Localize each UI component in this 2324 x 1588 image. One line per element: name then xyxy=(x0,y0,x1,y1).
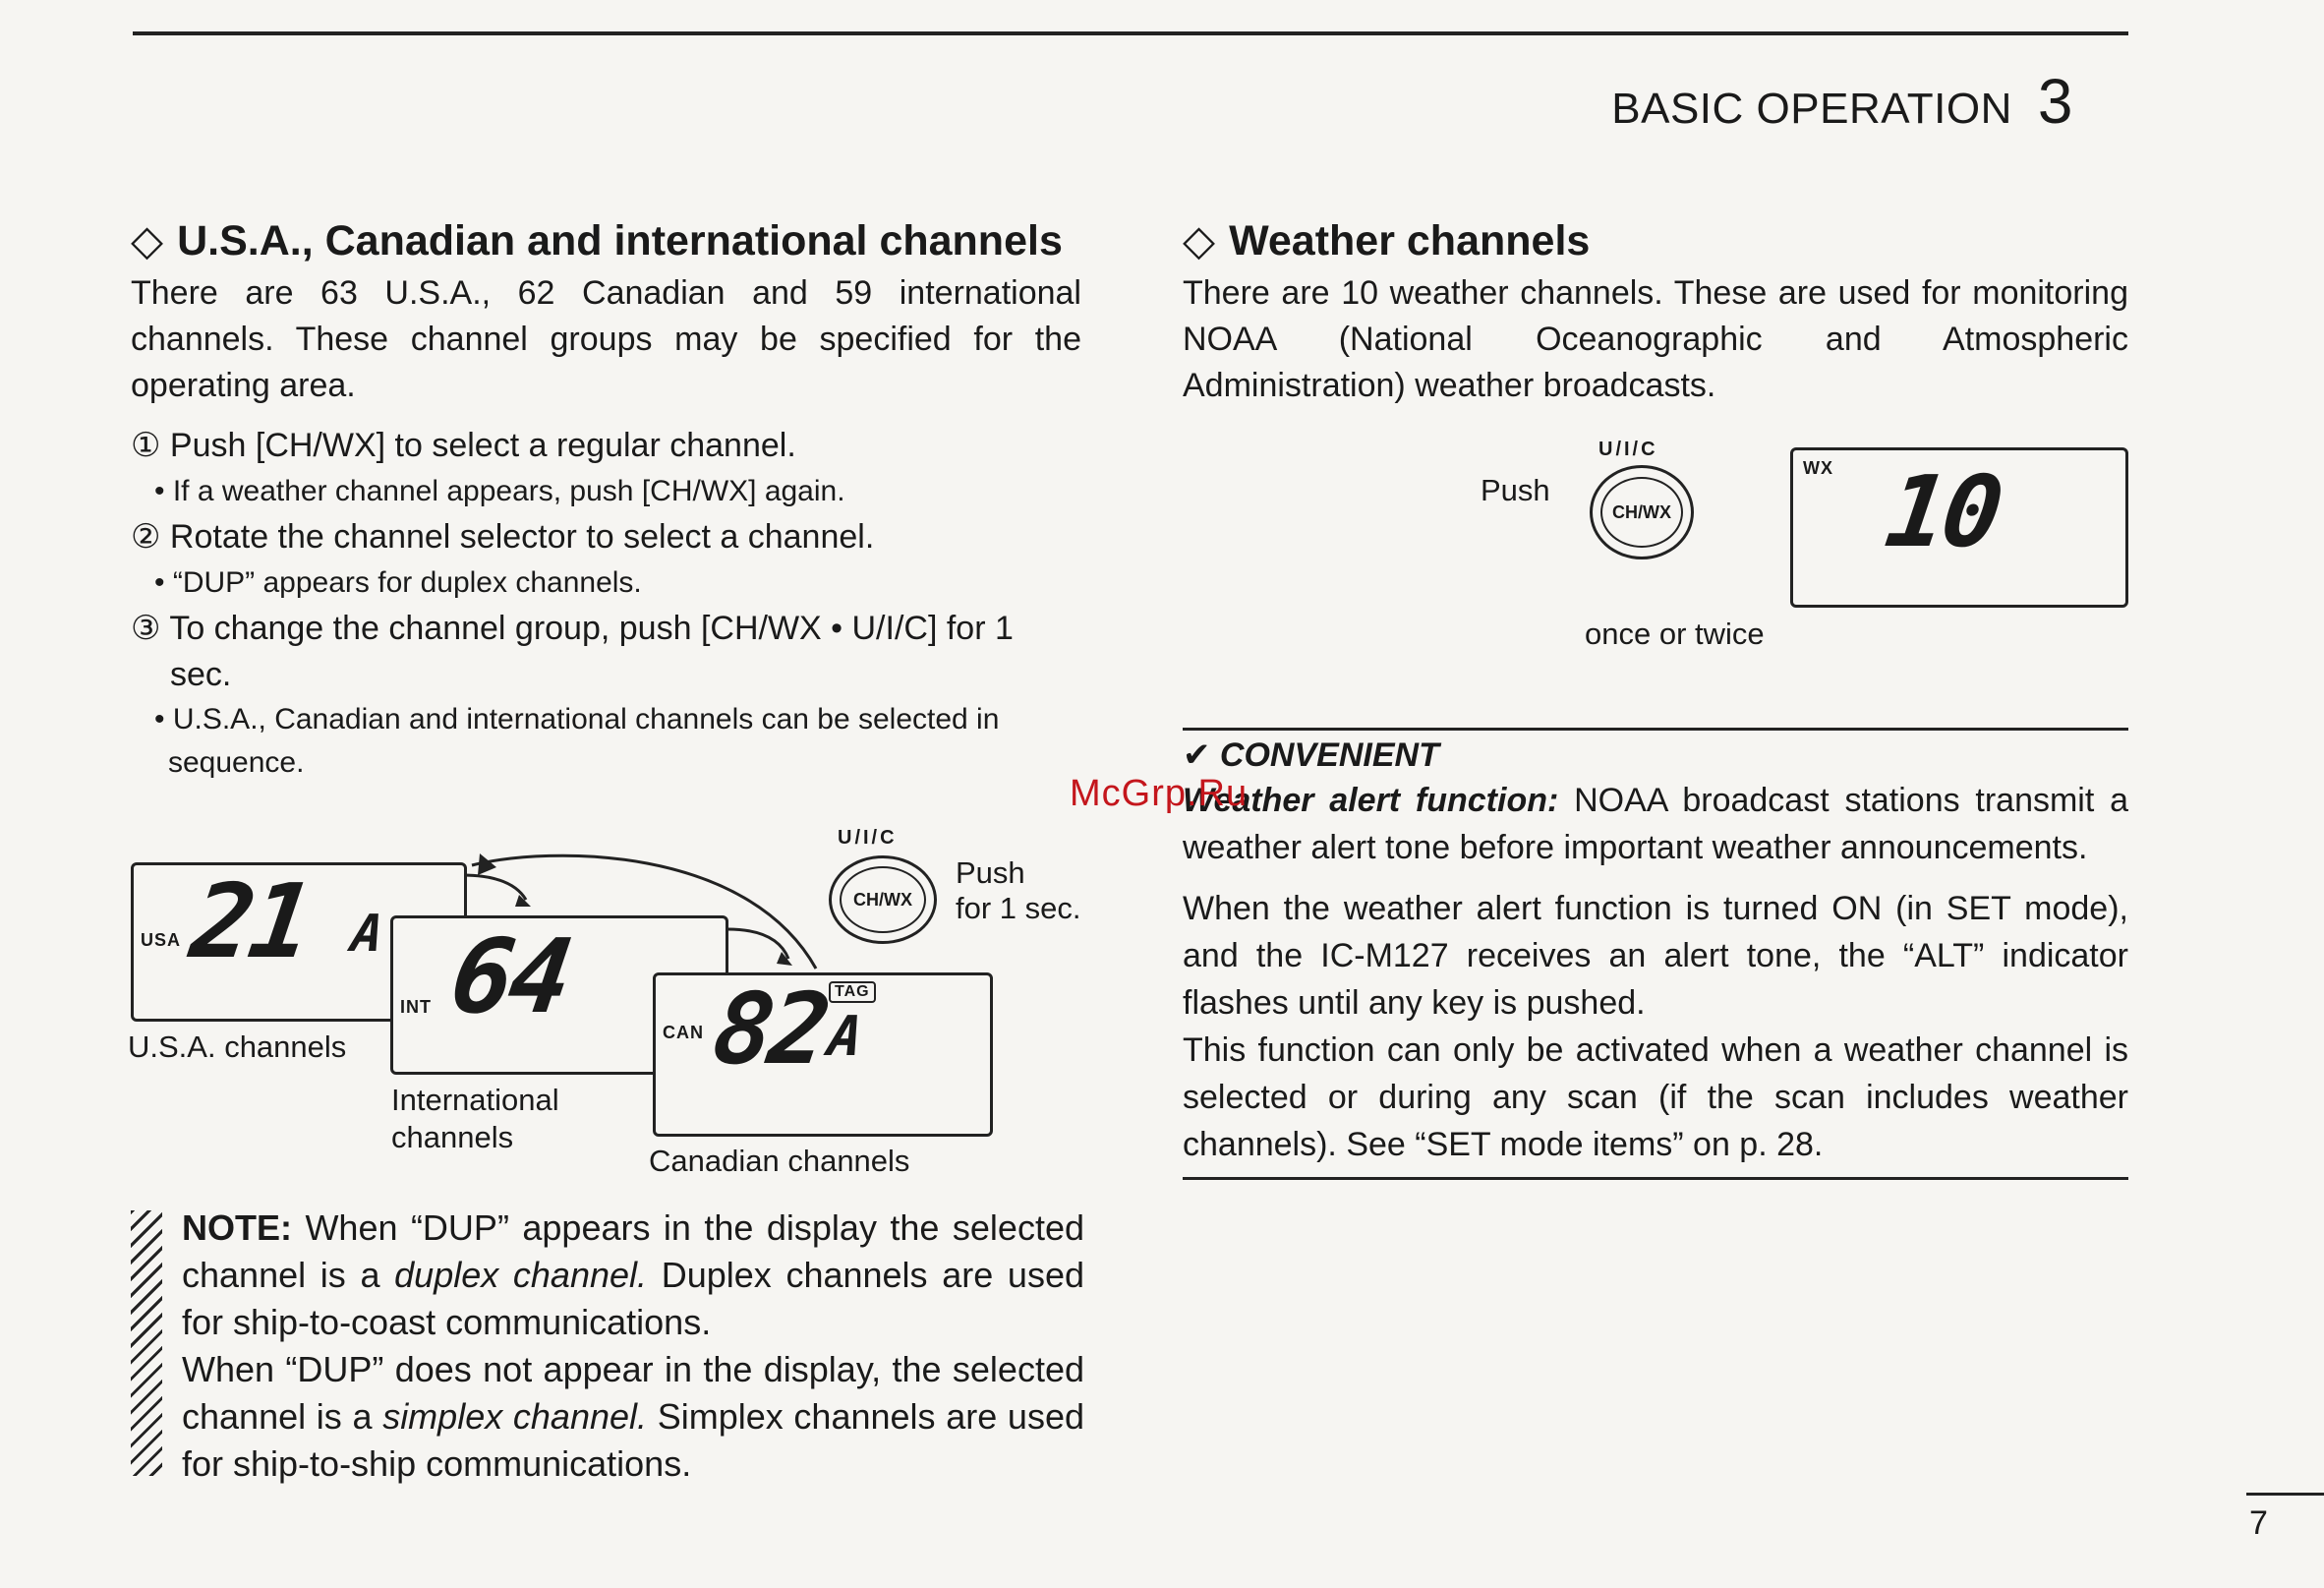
knob-label-right: U/I/C xyxy=(1598,439,1658,460)
chapter-title: BASIC OPERATION xyxy=(1611,85,2012,133)
convenient-paragraph-3: This function can only be activated when a weather channel is selected or during any scan (if the scan includes weather channels). See “SET mode items” on p. 28. xyxy=(1183,1031,2128,1163)
lcd-wx-digits: 10 xyxy=(1879,454,2006,569)
lcd-usa-tag: USA xyxy=(141,930,182,950)
channels-intro: There are 63 U.S.A., 62 Canadian and 59 international channels. These channel groups may be specified for the operating area. xyxy=(131,274,1081,404)
caption-usa: U.S.A. channels xyxy=(128,1029,347,1064)
caption-can: Canadian channels xyxy=(649,1144,910,1178)
caption-int-line1: International xyxy=(391,1083,559,1117)
section-title-weather: ◇ Weather channels xyxy=(1183,217,1591,265)
step-3: ③ To change the channel group, push [CH/WX • U/I/C] for 1 sec. xyxy=(131,610,1014,693)
note-block xyxy=(131,1205,1084,1488)
lcd-can-tag: CAN xyxy=(663,1023,704,1042)
convenient-paragraph-2: When the weather alert function is turned ON (in SET mode), and the IC-M127 receives an alert tone, the “ALT” indicator flashes until any key is pushed. xyxy=(1183,890,2128,1022)
lcd-can xyxy=(653,972,993,1137)
ch-wx-knob-right[interactable] xyxy=(1590,465,1694,559)
ch-wx-button-left[interactable]: CH/WX xyxy=(840,866,926,933)
ch-wx-knob-left[interactable] xyxy=(829,855,937,944)
caption-int-line2: channels xyxy=(391,1120,514,1154)
note-paragraph-2: When “DUP” does not appear in the display, the selected channel is a simplex channel. Simplex channels are used for ship-to-ship communications. xyxy=(182,1349,1084,1484)
arrow-head-icon xyxy=(478,853,496,875)
watermark: McGrp.Ru xyxy=(1070,773,1249,814)
push-label-left: Push xyxy=(956,855,1025,890)
caption-int xyxy=(391,1082,559,1156)
ch-wx-button-right[interactable]: CH/WX xyxy=(1600,477,1683,548)
lcd-int-digits: 64 xyxy=(443,916,576,1036)
lcd-wx-tag: WX xyxy=(1803,458,1833,478)
push-duration-left: for 1 sec. xyxy=(956,891,1081,925)
step-2: ② Rotate the channel selector to select a channel. xyxy=(131,518,875,556)
lcd-usa-digits: 21 xyxy=(184,861,317,981)
diamond-icon: ◇ xyxy=(1183,217,1216,265)
convenient-top-rule xyxy=(1183,728,2128,731)
section-title-channels: ◇ U.S.A., Canadian and international channels xyxy=(131,217,1063,265)
step-2-note: • “DUP” appears for duplex channels. xyxy=(154,566,642,599)
step-1: ① Push [CH/WX] to select a regular channel. xyxy=(131,427,796,464)
step-3-note: • U.S.A., Canadian and international channels can be selected in sequence. xyxy=(154,703,1000,779)
weather-intro: There are 10 weather channels. These are used for monitoring NOAA (National Oceanographic and Atmospheric Administration) weather broadcasts. xyxy=(1183,274,2128,404)
push-label-right: Push xyxy=(1481,473,1550,507)
lcd-wx xyxy=(1790,447,2128,608)
lcd-int-tag: INT xyxy=(400,997,432,1017)
step-1-note: • If a weather channel appears, push [CH/WX] again. xyxy=(154,475,845,507)
note-stripes xyxy=(131,1210,162,1476)
convenient-title: ✔ CONVENIENT xyxy=(1183,736,1439,774)
lcd-can-suffix: A xyxy=(824,1005,863,1069)
page-number-rule xyxy=(2246,1493,2324,1496)
lcd-usa-suffix: A xyxy=(347,905,383,964)
caption-once-or-twice: once or twice xyxy=(1585,617,1765,651)
chapter-number: 3 xyxy=(2037,66,2073,137)
convenient-body xyxy=(1183,777,2128,1168)
right-column xyxy=(1183,211,2128,409)
diamond-icon: ◇ xyxy=(131,217,164,265)
convenient-bottom-rule xyxy=(1183,1177,2128,1180)
knob-label-left: U/I/C xyxy=(838,827,898,849)
page-number: 7 xyxy=(2249,1504,2268,1542)
lcd-can-digits: 82 xyxy=(706,971,834,1087)
lcd-can-tag-badge: TAG xyxy=(829,981,876,1003)
note-paragraph-1: NOTE: When “DUP” appears in the display the selected channel is a duplex channel. Duplex channels are used for ship-to-coast communications. xyxy=(182,1207,1084,1342)
convenient-paragraph-1: Weather alert function: NOAA broadcast stations transmit a weather alert tone before important weather announcements. xyxy=(1183,782,2128,866)
